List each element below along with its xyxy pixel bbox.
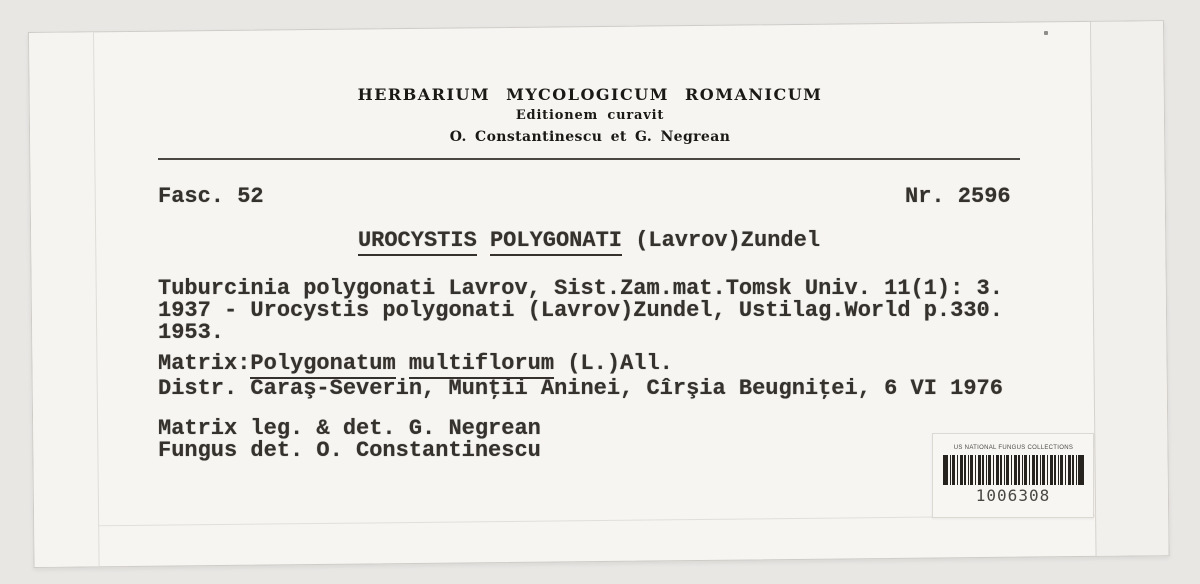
- matrix-line: [158, 351, 673, 376]
- distribution-line: Distr. Caraş-Severin, Munţii Aninei, Cîrşia Beugniţei, 6 VI 1976: [158, 376, 1003, 401]
- barcode-number: 1006308: [975, 486, 1051, 505]
- barcode-institution-text: US NATIONAL FUNGUS COLLECTIONS: [953, 444, 1073, 451]
- matrix-epithet: multiflorum: [409, 351, 554, 379]
- species-genus: UROCYSTIS: [358, 228, 477, 256]
- matrix-determiner-line: Matrix leg. & det. G. Negrean: [158, 416, 541, 441]
- barcode-sticker: [932, 433, 1094, 518]
- herbarium-editors: O. Constantinescu et G. Negrean: [449, 129, 731, 145]
- species-epithet: POLYGONATI: [490, 228, 622, 256]
- species-title: [158, 228, 1020, 253]
- matrix-genus: Polygonatum: [250, 351, 395, 379]
- herbarium-subtitle: Editionem curavit: [515, 108, 665, 123]
- barcode-institution: [933, 442, 1093, 453]
- species-authority: (Lavrov)Zundel: [635, 228, 821, 253]
- synonymy-line-1: Tuburcinia polygonati Lavrov, Sist.Zam.mat.Tomsk Univ. 11(1): 3.: [158, 276, 1003, 301]
- matrix-label: Matrix:: [158, 351, 251, 376]
- specimen-number: Nr. 2596: [905, 184, 1011, 209]
- fungus-determiner-line: Fungus det. O. Constantinescu: [158, 438, 541, 463]
- fascicle-number: Fasc. 52: [158, 184, 264, 209]
- header-rule: [158, 158, 1020, 160]
- matrix-authority: (L.)All.: [567, 351, 673, 376]
- herbarium-title: HERBARIUM MYCOLOGICUM ROMANICUM: [357, 85, 823, 104]
- synonymy-line-2: 1937 - Urocystis polygonati (Lavrov)Zundel, Ustilag.World p.330.: [158, 298, 1003, 323]
- barcode: [943, 455, 1084, 485]
- synonymy-line-3: 1953.: [158, 320, 225, 345]
